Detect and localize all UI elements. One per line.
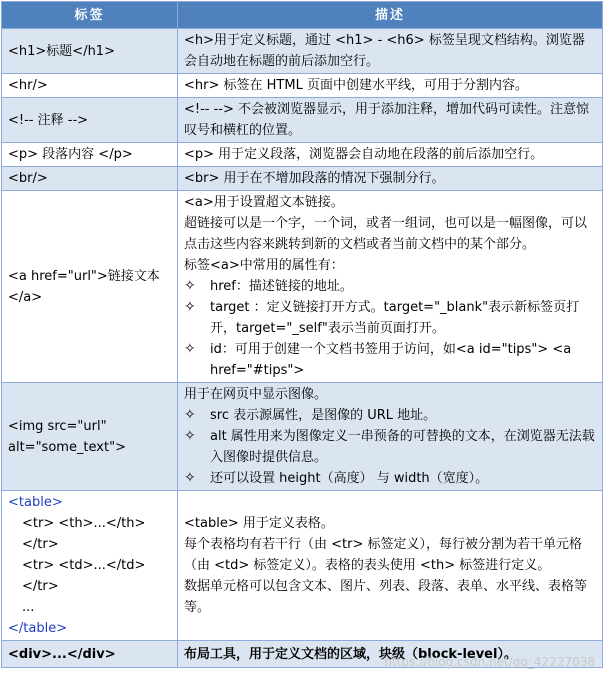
bullet-item: ✧ 还可以设置 height（高度） 与 width（宽度）。 xyxy=(184,468,596,489)
bullet-item: ✧ href：描述链接的地址。 xyxy=(184,276,596,297)
code-line: <tr> <td>...</td> </tr> xyxy=(22,558,146,594)
table-row xyxy=(2,383,603,491)
table-row xyxy=(2,491,603,641)
table-row xyxy=(2,167,603,191)
diamond-star-icon: ✧ xyxy=(184,428,196,444)
tag-cell: <!-- 注释 --> xyxy=(2,98,178,143)
code-line: ... xyxy=(22,600,35,615)
tag-cell: <a href="url">链接文本</a> xyxy=(2,191,178,383)
desc-line: 每个表格均有若干行（由 <tr> 标签定义），每行被分割为若干单元格（由 <td> 标签定义）。表格的表头使用 <th> 标签进行定义。 xyxy=(184,537,582,573)
tag-cell: <div>...</div> xyxy=(2,641,178,668)
desc-line: <a>用于设置超文本链接。 xyxy=(184,195,344,210)
desc-line: <table> 用于定义表格。 xyxy=(184,516,334,531)
diamond-star-icon: ✧ xyxy=(184,299,196,315)
watermark: https://blog.csdn.net/qq_42227038 xyxy=(384,655,595,669)
bullet-item: ✧ id：可用于创建一个文档书签用于访问，如<a id="tips"> <a href="#tips"> xyxy=(184,341,572,378)
desc-line: 用于在网页中显示图像。 xyxy=(184,387,328,402)
desc-cell: <h>用于定义标题，通过 <h1> - <h6> 标签呈现文档结构。浏览器会自动地在标题的前后添加空行。 xyxy=(178,29,603,74)
tag-cell xyxy=(2,491,178,641)
tag-cell: <p> 段落内容 </p> xyxy=(2,143,178,167)
bullet-item: ✧ src 表示源属性，是图像的 URL 地址。 xyxy=(184,405,596,426)
desc-cell: <br> 用于在不增加段落的情况下强制分行。 xyxy=(178,167,603,191)
desc-line: 超链接可以是一个字，一个词，或者一组词，也可以是一幅图像，可以点击这些内容来跳转到新的文档或者当前文档中的某个部分。 xyxy=(184,216,588,252)
table-row xyxy=(2,143,603,167)
tag-cell: <img src="url" alt="some_text"> xyxy=(2,383,178,491)
code-line: <tr> <th>...</th> </tr> xyxy=(22,516,146,552)
tag-cell: <br/> xyxy=(2,167,178,191)
tag-cell: <hr/> xyxy=(2,74,178,98)
html-tag-reference-table xyxy=(1,1,603,668)
desc-cell xyxy=(178,491,603,641)
bullet-item: ✧ alt 属性用来为图像定义一串预备的可替换的文本，在浏览器无法载入图像时提供信息。 xyxy=(184,428,595,465)
table-row xyxy=(2,191,603,383)
table-row xyxy=(2,98,603,143)
desc-cell: 布局工具，用于定义文档的区域，块级（block-level）。 xyxy=(178,641,603,668)
bullet-item: ✧ target ：定义链接打开方式。target="_blank"表示新标签页打开，target="_self"表示当前页面打开。 xyxy=(184,299,580,336)
diamond-star-icon: ✧ xyxy=(184,278,196,294)
desc-cell xyxy=(178,191,603,383)
table-row xyxy=(2,74,603,98)
desc-cell: <hr> 标签在 HTML 页面中创建水平线，可用于分割内容。 xyxy=(178,74,603,98)
header-tag: 标签 xyxy=(2,2,178,29)
desc-cell: <!-- --> 不会被浏览器显示，用于添加注释，增加代码可读性。注意惊叹号和横杠的位置。 xyxy=(178,98,603,143)
code-line: <table> xyxy=(8,495,63,510)
tag-cell: <h1>标题</h1> xyxy=(2,29,178,74)
diamond-star-icon: ✧ xyxy=(184,407,196,423)
code-line: </table> xyxy=(8,621,68,636)
desc-line: 标签<a>中常用的属性有： xyxy=(184,258,344,273)
diamond-star-icon: ✧ xyxy=(184,341,196,357)
header-row xyxy=(2,2,603,29)
desc-cell: <p> 用于定义段落，浏览器会自动地在段落的前后添加空行。 xyxy=(178,143,603,167)
diamond-star-icon: ✧ xyxy=(184,470,196,486)
desc-cell xyxy=(178,383,603,491)
desc-line: 数据单元格可以包含文本、图片、列表、段落、表单、水平线、表格等等。 xyxy=(184,579,588,615)
header-desc: 描述 xyxy=(178,2,603,29)
table-row xyxy=(2,29,603,74)
